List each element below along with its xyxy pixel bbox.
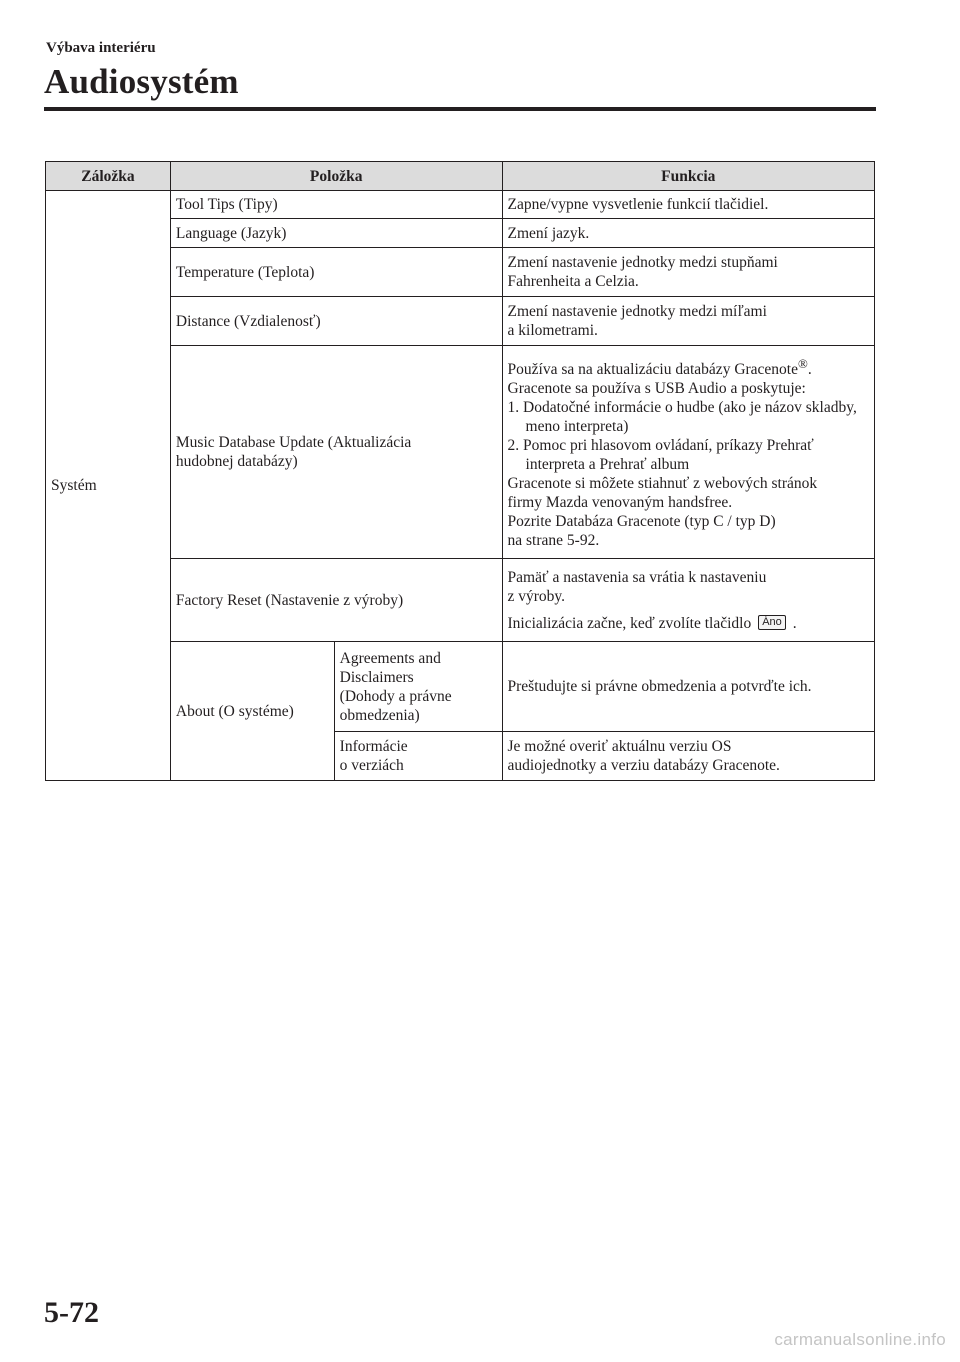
table-row [46, 219, 875, 248]
function-line: audiojednotky a verziu databázy Gracenote. [507, 757, 780, 774]
settings-table [45, 161, 875, 781]
item-line: Music Database Update (Aktualizácia [175, 434, 412, 451]
function-cell [502, 248, 874, 297]
table-row [46, 642, 875, 732]
function-line: Gracenote sa používa s USB Audio a poskytuje: [507, 380, 806, 398]
site-watermark: carmanualsonline.info [774, 1330, 946, 1349]
table-row [46, 191, 875, 219]
function-text: Používa sa na aktualizáciu databázy Gracenote [507, 361, 798, 379]
subitem-cell [334, 642, 502, 732]
function-line: Je možné overiť aktuálnu verziu OS [507, 738, 732, 755]
function-text: Inicializácia začne, keď zvolíte tlačidlo [507, 614, 752, 632]
header-function: Funkcia [502, 162, 874, 191]
function-line: Zmení nastavenie jednotky medzi míľami [507, 303, 767, 320]
function-cell [502, 559, 874, 642]
table-row [46, 248, 875, 297]
item-cell: Temperature (Teplota) [170, 248, 502, 297]
subitem-line: obmedzenia) [339, 706, 420, 724]
tab-cell-system: Systém [46, 191, 171, 781]
subitem-line: (Dohody a právne [339, 687, 452, 705]
function-cell [502, 346, 874, 559]
section-label: Výbava interiéru [46, 40, 156, 56]
table-row [46, 559, 875, 642]
subitem-cell [334, 732, 502, 781]
function-line [508, 614, 869, 633]
page-number: 5-72 [44, 1296, 99, 1329]
chapter-title: Audiosystém [44, 62, 239, 101]
function-cell [502, 732, 874, 781]
function-line: a kilometrami. [507, 322, 598, 339]
item-cell: Distance (Vzdialenosť) [170, 297, 502, 346]
function-cell [502, 297, 874, 346]
subitem-line: Informácie [339, 738, 408, 755]
function-cell: Zapne/vypne vysvetlenie funkcií tlačidiel. [502, 191, 874, 219]
table-row [46, 297, 875, 346]
function-list-item: 2. Pomoc pri hlasovom ovládaní, príkazy Prehrať interpreta a Prehrať album [507, 437, 814, 474]
function-line [508, 354, 869, 379]
function-text: . [807, 361, 812, 379]
function-list-item: 1. Dodatočné informácie o hudbe (ako je názov skladby, meno interpreta) [507, 399, 857, 436]
function-line: Fahrenheita a Celzia. [507, 273, 639, 290]
yes-button-icon: Áno [758, 615, 786, 630]
subitem-line: Agreements and [339, 649, 441, 667]
title-divider [44, 107, 876, 111]
table-row [46, 346, 875, 559]
function-cell: Preštudujte si právne obmedzenia a potvrďte ich. [502, 642, 874, 732]
function-text: . [792, 614, 797, 632]
function-line: na strane 5-92. [507, 532, 600, 550]
header-tab: Záložka [46, 162, 171, 191]
function-line: Pamäť a nastavenia sa vrátia k nastaveniu [507, 568, 767, 586]
subitem-line: Disclaimers [339, 668, 414, 686]
header-item: Položka [170, 162, 502, 191]
item-line: hudobnej databázy) [175, 453, 298, 470]
item-cell: About (O systéme) [170, 642, 334, 781]
function-line: firmy Mazda venovaným handsfree. [507, 494, 733, 512]
registered-mark: ® [798, 355, 808, 371]
item-cell [170, 346, 502, 559]
subitem-line: o verziách [339, 757, 404, 774]
function-line: Gracenote si môžete stiahnuť z webových stránok [507, 475, 818, 493]
table-header-row [46, 162, 875, 191]
item-cell: Language (Jazyk) [170, 219, 502, 248]
function-line: Zmení nastavenie jednotky medzi stupňami [507, 254, 778, 271]
function-cell: Zmení jazyk. [502, 219, 874, 248]
function-line: Pozrite Databáza Gracenote (typ C / typ D) [507, 513, 776, 531]
function-line: z výroby. [507, 587, 566, 605]
item-cell: Tool Tips (Tipy) [170, 191, 502, 219]
item-cell: Factory Reset (Nastavenie z výroby) [170, 559, 502, 642]
